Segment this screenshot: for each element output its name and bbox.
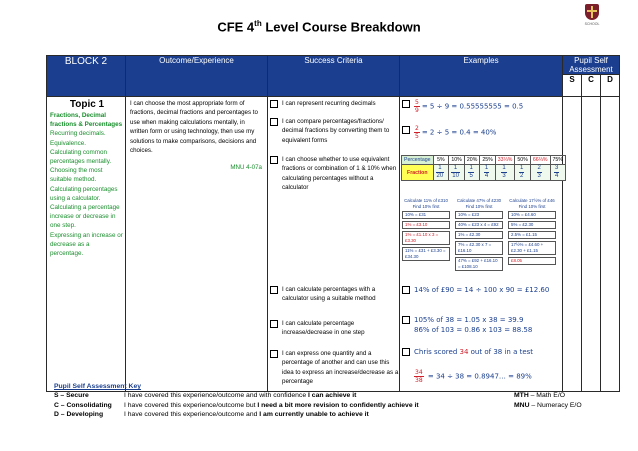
criterion-checkbox[interactable] [270, 100, 278, 108]
criteria-cell [268, 97, 400, 392]
crest-shield-icon [585, 4, 599, 20]
criterion-checkbox[interactable] [270, 118, 278, 126]
key-row: S – Secure I have covered this experience/outcome and with confidence I can achieve it MTH – Math E/O [54, 392, 565, 400]
criterion-item: I can express one quantity and a percentage of another and can use this idea to express an increase/decrease as a percentage [270, 349, 400, 387]
assessment-c-cell[interactable] [582, 97, 601, 392]
block-header: BLOCK 2 [47, 56, 126, 97]
topic-item: Calculating a percentage increase or decrease in one step. [50, 204, 120, 230]
assessment-d: D [601, 75, 620, 97]
example-calculator: 14% of £90 = 14 ÷ 100 x 90 = £12.60 [402, 285, 549, 295]
example-checkbox[interactable] [402, 100, 410, 108]
topic-item: Expressing an increase or decrease as a percentage. [50, 231, 123, 258]
outcome-header: Outcome/Experience [126, 56, 268, 97]
assessment-s: S [563, 75, 582, 97]
criterion-checkbox[interactable] [270, 320, 278, 328]
example-checkbox[interactable] [402, 316, 410, 324]
topic-item: Calculating percentages using a calculator. [50, 185, 118, 202]
assessment-c: C [582, 75, 601, 97]
example-checkbox[interactable] [402, 126, 410, 134]
calc-column-17pct: Calculate 17½% of £46 Find 10% first 10% = £4.60 5% = £2.30 2.5% = £1.15 17½% = £4.60 + £2.30 + £1.15 £8.05 [509, 198, 555, 263]
assessment-s-cell[interactable] [563, 97, 582, 392]
topic-cell [47, 97, 126, 392]
calc-column-11pct: Calculate 11% of £310 Find 10% first 10% = £31 1% = £3.10 1% = £1.10 x 3 = £3.30 11% = £31 + £3.30 = £34.30 [402, 198, 450, 263]
criterion-checkbox[interactable] [270, 156, 278, 164]
topic-item: Recurring decimals. [50, 130, 106, 138]
crest-text: SCHOOL [584, 22, 600, 26]
percentage-fraction-table [401, 155, 566, 181]
topic-item: Fractions, Decimal fractions & Percentages [50, 112, 123, 129]
criterion-item: I can compare percentages/fractions/ decimal fractions by converting them to equivalent forms [270, 117, 400, 145]
page-title: CFE 4th Level Course Breakdown [217, 19, 421, 35]
example-recurring: $\frac{5}{9}$ = 5 ÷ 9 = 0.55555555 = 0.5̇ [402, 99, 523, 114]
criteria-header: Success Criteria [268, 56, 400, 97]
key-row: D – Developing I have covered this experience/outcome and I am currently unable to achieve it [54, 411, 369, 419]
example-equivalence: $\frac{2}{5}$ = 2 ÷ 5 = 0.4 = 40% [402, 125, 496, 140]
assessment-d-cell[interactable] [601, 97, 620, 392]
course-breakdown-table [46, 55, 620, 392]
example-checkbox[interactable] [402, 348, 410, 356]
example-checkbox[interactable] [402, 286, 410, 294]
table-row: Fraction $\frac{1}{20}$ $\frac{1}{10}$ $\frac{1}{5}$ $\frac{1}{4}$ $\frac{1}{3}$ $\frac{1}{2}$ $\frac{2}{3}$ $\frac{3}{4}$ [402, 165, 566, 181]
criterion-item: I can represent recurring decimals [270, 99, 400, 108]
examples-cell [400, 97, 563, 392]
topic-item: Equivalence. [50, 139, 87, 147]
table-header-row [47, 56, 620, 75]
table-row: Percentage 5% 10% 20% 25% 33⅓% 50% 66⅔% 75% [402, 156, 566, 165]
criterion-checkbox[interactable] [270, 286, 278, 294]
criterion-checkbox[interactable] [270, 350, 278, 358]
key-row: C – Consolidating I have covered this experience/outcome but I need a bit more revision to confidently achieve it MNU – Numeracy E/O [54, 401, 582, 409]
examples-header: Examples [400, 56, 563, 97]
criterion-item: I can calculate percentages with a calculator using a suitable method [270, 285, 400, 304]
topic-item: Calculating common percentages mentally. [50, 148, 112, 166]
outcome-code: MNU 4-07a [230, 164, 262, 171]
calc-column-47pct: Calculate 47% of £230 Find 10% first 10% = £23 40% = £23 x 4 = £92 1% = £2.30 7% = £2.30 x 7 = £16.10 47% = £92 + £16.10 = £108.10 [456, 198, 502, 269]
example-increase: 105% of 38 = 1.05 x 38 = 39.9 86% of 103 = 0.86 x 103 = 88.58 [402, 315, 532, 335]
outcome-text: I can choose the most appropriate form of fractions, decimal fractions and percentages to use when making calculations mentally, in written form or using technology, then use my solutions to make comparisons, decisions and choices. [130, 100, 258, 155]
criterion-item: I can calculate percentage increase/decrease in one step [270, 319, 400, 338]
criterion-item: I can choose whether to use equivalent fractions or combination of 1 & 10% when calculating percentages without a calculator [270, 155, 400, 193]
topic-title: Topic 1 [69, 99, 105, 110]
self-assessment-header: Pupil Self Assessment [563, 56, 620, 75]
assessment-key [54, 383, 614, 420]
example-express: Chris scored 34 out of 38 in a test [402, 347, 533, 357]
topic-row [47, 97, 620, 392]
topic-item: Choosing the most suitable method. [50, 167, 103, 184]
example-express-calc: $\frac{34}{38}$ = 34 ÷ 38 = 0.8947… = 89% [415, 369, 532, 384]
outcome-cell [126, 97, 268, 392]
key-title: Pupil Self Assessment Key [54, 383, 142, 390]
